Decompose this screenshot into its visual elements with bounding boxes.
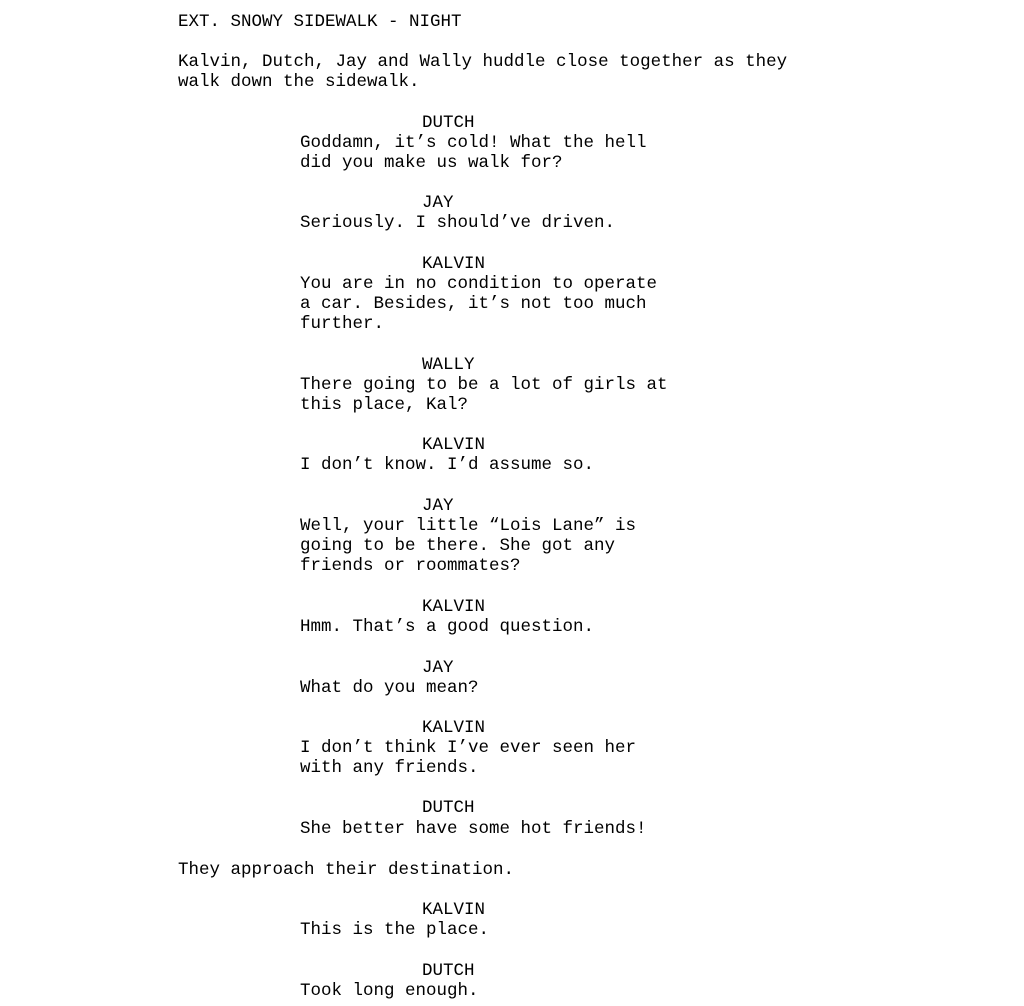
action-line: walk down the sidewalk.	[178, 72, 420, 92]
dialogue-line: a car. Besides, it’s not too much	[300, 294, 647, 314]
dialogue-line: this place, Kal?	[300, 395, 469, 415]
dialogue-line: friends or roommates?	[300, 556, 521, 576]
dialogue-line: This is the place.	[300, 920, 490, 940]
action-line: Kalvin, Dutch, Jay and Wally huddle close together as they	[178, 52, 788, 72]
dialogue-line: What do you mean?	[300, 678, 479, 698]
scene-heading: EXT. SNOWY SIDEWALK - NIGHT	[178, 12, 462, 32]
dialogue-line: There going to be a lot of girls at	[300, 375, 668, 395]
dialogue-line: She better have some hot friends!	[300, 819, 647, 839]
dialogue-line: further.	[300, 314, 385, 334]
action-line: They approach their destination.	[178, 860, 515, 880]
dialogue-line: going to be there. She got any	[300, 536, 616, 556]
dialogue-line: Well, your little “Lois Lane” is	[300, 516, 637, 536]
character-name: DUTCH	[422, 113, 475, 133]
character-name: KALVIN	[422, 435, 486, 455]
character-name: KALVIN	[422, 597, 486, 617]
character-name: JAY	[422, 496, 454, 516]
character-name: KALVIN	[422, 718, 486, 738]
dialogue-line: Seriously. I should’ve driven.	[300, 213, 616, 233]
character-name: KALVIN	[422, 254, 486, 274]
dialogue-line: I don’t know. I’d assume so.	[300, 455, 595, 475]
character-name: KALVIN	[422, 900, 486, 920]
dialogue-line: Took long enough.	[300, 981, 479, 1001]
dialogue-line: with any friends.	[300, 758, 479, 778]
dialogue-line: You are in no condition to operate	[300, 274, 658, 294]
dialogue-line: did you make us walk for?	[300, 153, 563, 173]
character-name: DUTCH	[422, 798, 475, 818]
character-name: WALLY	[422, 355, 475, 375]
dialogue-line: Goddamn, it’s cold! What the hell	[300, 133, 647, 153]
character-name: DUTCH	[422, 961, 475, 981]
character-name: JAY	[422, 658, 454, 678]
character-name: JAY	[422, 193, 454, 213]
dialogue-line: I don’t think I’ve ever seen her	[300, 738, 637, 758]
dialogue-line: Hmm. That’s a good question.	[300, 617, 595, 637]
